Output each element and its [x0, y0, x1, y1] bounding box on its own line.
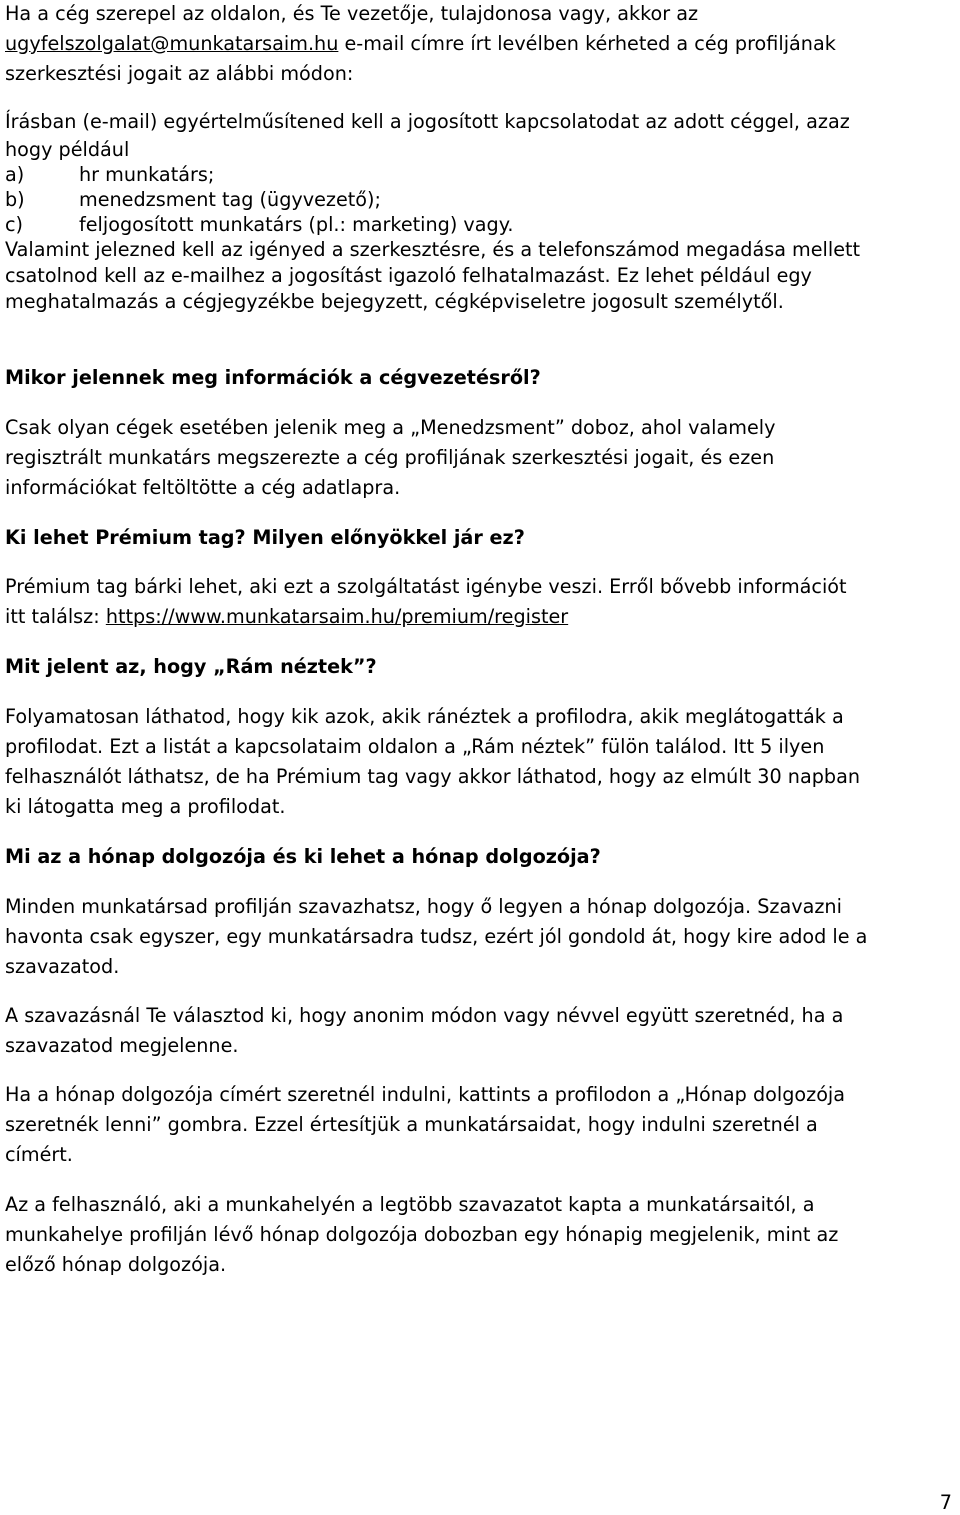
viewed-heading: Mit jelent az, hogy „Rám néztek”?	[5, 655, 377, 678]
written-line-4: csatolnod kell az e-mailhez a jogosítást igazoló felhatalmazást. Ez lehet például egy	[5, 264, 812, 287]
intro-line-2	[5, 32, 836, 56]
premium-register-link[interactable]: https://www.munkatarsaim.hu/premium/register	[105, 605, 569, 628]
list-text: hr munkatárs;	[79, 163, 215, 186]
employee-p4-line-3: előző hónap dolgozója.	[5, 1253, 227, 1276]
employee-p3-line-1: Ha a hónap dolgozója címért szeretnél indulni, kattints a profilodon a „Hónap dolgozója	[5, 1083, 846, 1106]
list-marker: b)	[5, 188, 25, 211]
list-text: feljogosított munkatárs (pl.: marketing) vagy.	[79, 213, 514, 236]
employee-p1-line-3: szavazatod.	[5, 955, 120, 978]
employee-p3-line-3: címért.	[5, 1143, 73, 1166]
viewed-line-1: Folyamatosan láthatod, hogy kik azok, akik ránéztek a profilodra, akik meglátogatták a	[5, 705, 844, 728]
premium-line-1: Prémium tag bárki lehet, aki ezt a szolgáltatást igénybe veszi. Erről bővebb információt	[5, 575, 847, 598]
viewed-line-3: felhasználót láthatsz, de ha Prémium tag vagy akkor láthatod, hogy az elmúlt 30 napban	[5, 765, 861, 788]
viewed-line-4: ki látogatta meg a profilodat.	[5, 795, 286, 818]
viewed-line-2: profilodat. Ezt a listát a kapcsolataim oldalon a „Rám néztek” fülön találod. Itt 5 ilyen	[5, 735, 825, 758]
written-line-5: meghatalmazás a cégjegyzékbe bejegyzett, cégképviseletre jogosult személytől.	[5, 290, 784, 313]
mgmt-heading: Mikor jelennek meg információk a cégvezetésről?	[5, 366, 541, 389]
intro-line-3: szerkesztési jogait az alábbi módon:	[5, 62, 354, 85]
employee-p4-line-2: munkahelye profilján lévő hónap dolgozója dobozban egy hónapig megjelenik, mint az	[5, 1223, 839, 1246]
intro-line-2-rest: e-mail címre írt levélben kérheted a cég profiljának	[338, 32, 836, 55]
employee-p2-line-2: szavazatod megjelenne.	[5, 1034, 239, 1057]
employee-p4-line-1: Az a felhasználó, aki a munkahelyén a legtöbb szavazatot kapta a munkatársaitól, a	[5, 1193, 815, 1216]
employee-p2-line-1: A szavazásnál Te választod ki, hogy anonim módon vagy névvel együtt szeretnéd, ha a	[5, 1004, 844, 1027]
premium-heading: Ki lehet Prémium tag? Milyen előnyökkel jár ez?	[5, 526, 525, 549]
employee-heading: Mi az a hónap dolgozója és ki lehet a hónap dolgozója?	[5, 845, 601, 868]
support-email-link[interactable]: ugyfelszolgalat@munkatarsaim.hu	[5, 32, 339, 55]
mgmt-line-3: információkat feltöltötte a cég adatlapra.	[5, 476, 401, 499]
premium-line-2-prefix: itt találsz:	[5, 605, 106, 628]
written-line-3: Valamint jelezned kell az igényed a szerkesztésre, és a telefonszámod megadása mellett	[5, 238, 861, 261]
list-text: menedzsment tag (ügyvezető);	[79, 188, 381, 211]
written-line-1: Írásban (e-mail) egyértelműsítened kell a jogosított kapcsolatodat az adott céggel, azaz	[5, 110, 850, 133]
premium-line-2	[5, 605, 568, 629]
employee-p1-line-2: havonta csak egyszer, egy munkatársadra tudsz, ezért jól gondold át, hogy kire adod le a	[5, 925, 868, 948]
intro-line-1: Ha a cég szerepel az oldalon, és Te vezetője, tulajdonosa vagy, akkor az	[5, 2, 699, 25]
page-number: 7	[939, 1491, 952, 1514]
written-line-2: hogy például	[5, 138, 130, 161]
list-marker: a)	[5, 163, 25, 186]
mgmt-line-1: Csak olyan cégek esetében jelenik meg a „Menedzsment” doboz, ahol valamely	[5, 416, 776, 439]
mgmt-line-2: regisztrált munkatárs megszerezte a cég profiljának szerkesztési jogait, és ezen	[5, 446, 775, 469]
list-marker: c)	[5, 213, 24, 236]
employee-p1-line-1: Minden munkatársad profilján szavazhatsz, hogy ő legyen a hónap dolgozója. Szavazni	[5, 895, 842, 918]
employee-p3-line-2: szeretnék lenni” gombra. Ezzel értesítjük a munkatársaidat, hogy indulni szeretnél a	[5, 1113, 818, 1136]
